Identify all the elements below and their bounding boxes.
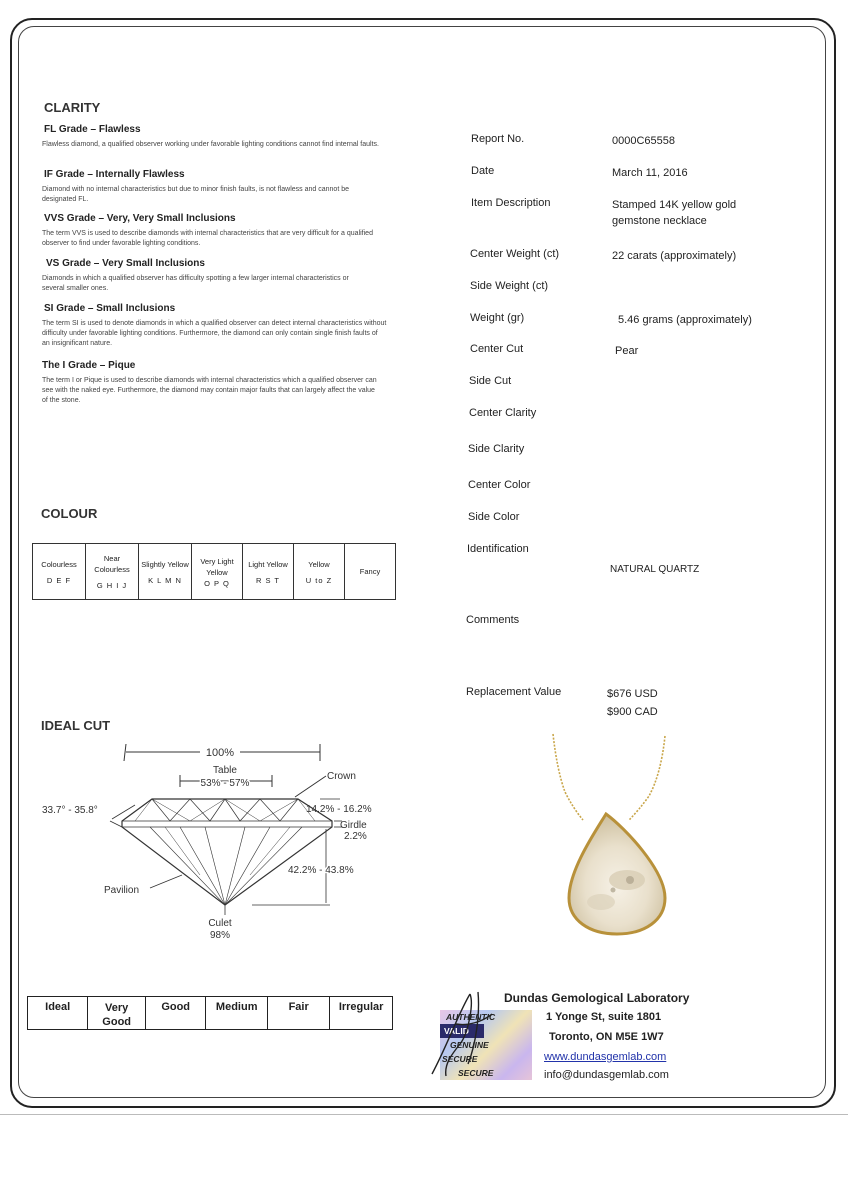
label-crown-angle: 33.7° - 35.8°	[42, 805, 98, 816]
grade-vs-title: VS Grade – Very Small Inclusions	[46, 258, 205, 269]
label-table-range: 53% - 57%	[200, 778, 250, 789]
hologram-word: VALID	[440, 1024, 484, 1038]
colour-cell-grade: O P Q	[204, 578, 230, 588]
colour-cell-name: Light Yellow	[248, 559, 288, 569]
clarity-title: CLARITY	[44, 100, 101, 115]
colour-cell-near-colourless	[86, 544, 139, 600]
field-replacement-value-usd: $676 USD	[607, 688, 658, 700]
hologram-word: SECURE	[442, 1054, 478, 1064]
grade-vs-desc: Diamonds in which a qualified observer has difficulty spotting a few larger internal characteristics or several smaller ones.	[42, 275, 349, 292]
field-date-value: March 11, 2016	[612, 167, 688, 179]
grade-if-desc: Diamond with no internal characteristics but due to minor finish faults, is not flawless and cannot be designated FL.	[42, 186, 349, 203]
field-center-weight-value: 22 carats (approximately)	[612, 250, 737, 262]
field-center-cut-label: Center Cut	[470, 343, 524, 355]
colour-cell-name: Slightly Yellow	[141, 559, 189, 569]
cut-cell-ideal	[28, 997, 88, 1030]
grade-si-title: SI Grade – Small Inclusions	[44, 303, 176, 314]
field-center-weight-label: Center Weight (ct)	[470, 248, 560, 260]
label-culet-pct: 98%	[209, 930, 231, 941]
cut-cell-fair	[268, 997, 330, 1030]
colour-cell-very-light-yellow	[192, 544, 243, 600]
necklace-photo	[535, 730, 685, 945]
field-side-clarity-label: Side Clarity	[468, 443, 525, 455]
hologram-word: SECURE	[458, 1068, 494, 1078]
grade-si-desc: The term SI is used to denote diamonds in which a qualified observer can detect internal characteristics without difficulty under favorable lighting conditions. Furthermore, the diamond can only contain single finish faults of an insignificant nature.	[42, 320, 387, 347]
colour-cell-grade: R S T	[255, 575, 281, 585]
colour-cell-name: Fancy	[359, 567, 381, 576]
field-side-color-label: Side Color	[468, 511, 520, 523]
field-weight-value: 5.46 grams (approximately)	[618, 314, 752, 326]
cut-cell-label: Ideal	[45, 1001, 71, 1013]
ideal-cut-title: IDEAL CUT	[41, 718, 111, 733]
cut-cell-label: Irregular	[338, 1001, 384, 1013]
lab-address-line2: Toronto, ON M5E 1W7	[549, 1031, 664, 1043]
label-girdle: Girdle	[340, 820, 367, 831]
label-culet: Culet	[208, 918, 232, 929]
field-comments-label: Comments	[466, 614, 520, 626]
colour-cell-grade: U to Z	[305, 575, 333, 585]
grade-vvs-title: VVS Grade – Very, Very Small Inclusions	[44, 213, 236, 224]
grade-if-title: IF Grade – Internally Flawless	[44, 169, 185, 180]
label-crown-height: 14.2% - 16.2%	[306, 804, 372, 815]
field-side-cut-label: Side Cut	[469, 375, 512, 387]
colour-cell-colourless	[33, 544, 86, 600]
label-pavilion: Pavilion	[104, 885, 140, 896]
label-crown: Crown	[327, 771, 356, 782]
colour-cell-slightly-yellow	[139, 544, 192, 600]
field-report-no-label: Report No.	[471, 133, 525, 145]
colour-cell-grade: K L M N	[148, 575, 182, 585]
colour-cell-yellow	[294, 544, 345, 600]
field-center-cut-value: Pear	[615, 345, 639, 357]
lab-email: info@dundasgemlab.com	[544, 1069, 669, 1081]
grade-i-title: The I Grade – Pique	[42, 360, 136, 371]
field-side-weight-label: Side Weight (ct)	[470, 280, 549, 292]
colour-scale-table	[32, 543, 396, 600]
colour-cell-grade: G H I J	[96, 581, 128, 590]
label-table: Table	[213, 765, 237, 776]
field-center-color-label: Center Color	[468, 479, 531, 491]
label-pavilion-depth: 42.2% - 43.8%	[288, 865, 354, 876]
cut-grade-table	[27, 996, 393, 1030]
colour-cell-fancy	[345, 544, 396, 600]
scan-edge-line	[0, 1114, 848, 1115]
cut-cell-irregular	[330, 997, 393, 1030]
grade-fl-desc: Flawless diamond, a qualified observer working under favorable lighting conditions cannot find internal faults.	[42, 141, 379, 148]
grade-vvs-desc: The term VVS is used to describe diamonds with internal characteristics that are very difficult for a qualified observer to find under favorable lighting conditions.	[42, 230, 373, 247]
colour-cell-grade: D E F	[46, 575, 72, 585]
cut-cell-label: Medium	[215, 1001, 258, 1013]
field-replacement-value-cad: $900 CAD	[607, 706, 658, 718]
field-item-description-value: Stamped 14K yellow gold gemstone necklace	[612, 199, 737, 227]
field-identification-value: NATURAL QUARTZ	[610, 564, 700, 575]
colour-title: COLOUR	[41, 506, 98, 521]
cut-cell-label: Fair	[288, 1001, 309, 1013]
lab-name: Dundas Gemological Laboratory	[504, 991, 690, 1005]
field-center-clarity-label: Center Clarity	[469, 407, 537, 419]
lab-website-link[interactable]: www.dundasgemlab.com	[544, 1051, 667, 1063]
cut-cell-medium	[206, 997, 268, 1030]
grade-fl-title: FL Grade – Flawless	[44, 124, 141, 135]
colour-cell-light-yellow	[243, 544, 294, 600]
colour-cell-name: Yellow	[308, 559, 330, 569]
cut-cell-label: Very Good	[102, 1002, 132, 1028]
colour-cell-name: Colourless	[41, 559, 77, 569]
label-width: 100%	[205, 747, 235, 759]
diamond-proportions-diagram	[40, 735, 385, 945]
cut-cell-label: Good	[161, 1001, 191, 1013]
grade-i-desc: The term I or Pique is used to describe diamonds with internal characteristics which a qualified observer can see with the naked eye. Furthermore, the diamond may contain major faults that can largely affect the value of the stone.	[42, 377, 377, 404]
field-report-no-value: 0000C65558	[612, 135, 676, 147]
field-date-label: Date	[471, 165, 495, 177]
cut-cell-very-good	[88, 997, 146, 1030]
colour-cell-name: Near Colourless	[94, 554, 130, 574]
field-item-description-label: Item Description	[471, 197, 551, 209]
cut-cell-good	[145, 997, 205, 1030]
lab-address-line1: 1 Yonge St, suite 1801	[546, 1011, 662, 1023]
field-replacement-value-label: Replacement Value	[466, 686, 562, 698]
signature	[418, 984, 508, 1084]
colour-cell-name: Very Light Yellow	[200, 556, 234, 577]
hologram-word: GENUINE	[450, 1040, 489, 1050]
label-girdle-pct: 2.2%	[344, 831, 367, 842]
field-identification-label: Identification	[467, 543, 529, 555]
hologram-word: AUTHENTIC	[446, 1012, 496, 1022]
field-weight-label: Weight (gr)	[470, 312, 525, 324]
